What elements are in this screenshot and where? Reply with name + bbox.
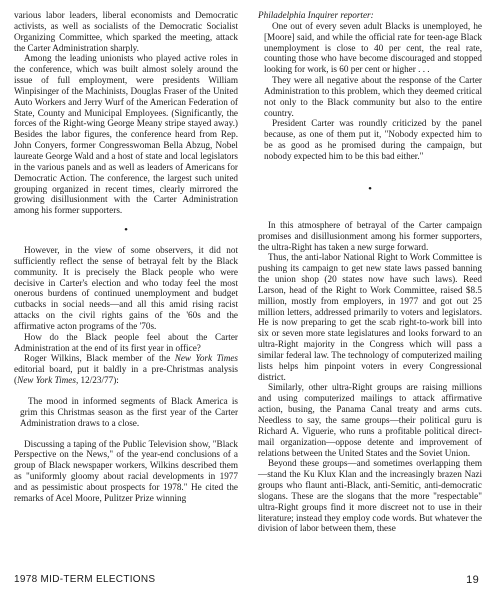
- paragraph: Roger Wilkins, Black member of the New York Times editorial board, put it baldly in a pre-Christmas analysis (New York Times, 12/23/77):: [14, 353, 239, 386]
- left-column: [14, 10, 238, 504]
- section-separator: •: [368, 182, 372, 195]
- page-number: 19: [466, 574, 479, 586]
- page-footer: [14, 574, 481, 585]
- publication-section-title: 1978 MID-TERM ELECTIONS: [14, 574, 156, 585]
- paragraph: Thus, the anti-labor National Right to Work Committee is pushing its campaign to get new state laws passed banning the union shop (20 states now have such laws). Reed Larson, head of the Right to Work Committee, raised $8.5 million, mostly from employers, in 1977 and got out 25 million letters, addressed primarily to voters and legislators. He is now preparing to get the scab right-to-work bill into six or seven more state legislatures and looks forward to an ultra-Right majority in the Congress which will pass a similar federal law. The technology of computerized mailing lists helps him pinpoint voters in every Congressional district.: [258, 252, 482, 382]
- paragraph: Among the leading unionists who played active roles in the conference, which was built almost solely around the issue of full employment, were presidents William Winpisinger of the Machinists, Douglas Fraser of the United Auto Workers and Jerry Wurf of the American Federation of State, County and Municipal Employees. (Significantly, the forces of the Right-wing George Meany stripe stayed away.) Besides the labor figures, the conference heard from Rep. John Conyers, former Congresswoman Bella Abzug, Nobel laureate George Wald and a host of state and local legislators in the various panels and as well as leaders of Americans for Democratic Action. The conference, the largest such united grouping organized in recent times, clearly mirrored the growing disillusionment with the Carter Administration among his former supporters.: [14, 53, 238, 216]
- quote-source: Philadelphia Inquirer reporter:: [258, 10, 374, 20]
- paragraph: Discussing a taping of the Public Television show, "Black Perspective on the News," of the year-end conclusions of a group of Black newspaper workers, Wilkins described them as "uniformly gloomy about racial developments in 1977 and as pessimistic about prospects for 1978." He cited the remarks of Acel Moore, Pulitzer Prize winning: [14, 438, 238, 503]
- paragraph: Beyond these groups—and sometimes overlapping them—stand the Ku Klux Klan and the increasingly brazen Nazi groups who flaunt anti-Black, anti-Semitic, anti-democratic slogans. These are the slogans that the more "respectable" ultra-Right groups find it more discreet not to use in their literature; instead they employ code words. But whatever the division of labor between them, these: [258, 458, 482, 534]
- block-quote: The mood in informed segments of Black America is grim this Christmas season as the first year of the Carter Administration draws to a close.: [20, 396, 238, 428]
- spacer: [14, 386, 238, 396]
- section-separator: •: [124, 224, 128, 237]
- spacer: [14, 429, 238, 439]
- block-quote: They were all negative about the response of the Carter Administration to this problem, which they deemed critical not only to the Black community but also to the entire country.: [264, 75, 482, 118]
- block-quote: President Carter was roundly criticized by the panel because, as one of them put it, "Nobody expected him to be as good as he promised during the campaign, but nobody expected him to be this bad either.": [264, 118, 482, 161]
- paragraph: In this atmosphere of betrayal of the Carter campaign promises and disillusionment among his former supporters, the ultra-Right has taken a new surge forward.: [258, 219, 482, 252]
- paragraph: various labor leaders, liberal economists and Democratic activists, as well as socialists of the Democratic Socialist Organizing Committee, which sparked the meeting, attack the Carter Administration sharply.: [14, 10, 238, 53]
- right-column: [258, 10, 482, 534]
- block-quote: One out of every seven adult Blacks is unemployed, he [Moore] said, and while the official rate for teen-age Black unemployment is close to 40 per cent, the real rate, counting those who have become discouraged and stopped looking for work, is 60 per cent or higher . . .: [264, 20, 482, 75]
- paragraph: Similarly, other ultra-Right groups are raising millions and using computerized mailings to attack affirmative action, busing, the Panama Canal treaty and arms cuts. Needless to say, the same groups—their political guru is Richard A. Viguerie, who runs a profitable political direct-mail organization—oppose detente and improvement of relations between the United States and the Soviet Union.: [258, 382, 482, 458]
- paragraph: However, in the view of some observers, it did not sufficiently reflect the sense of betrayal felt by the Black community. It is precisely the Black people who were decisive in Carter's election and who today feel the most onerous burdens of continued unemployment and budget cutbacks in social needs—and all this amid rising racist attacks on the civil rights gains of the '60s and the affirmative acton programs of the '70s.: [14, 245, 238, 331]
- paragraph: How do the Black people feel about the Carter Administration at the end of its first year in office?: [14, 331, 238, 353]
